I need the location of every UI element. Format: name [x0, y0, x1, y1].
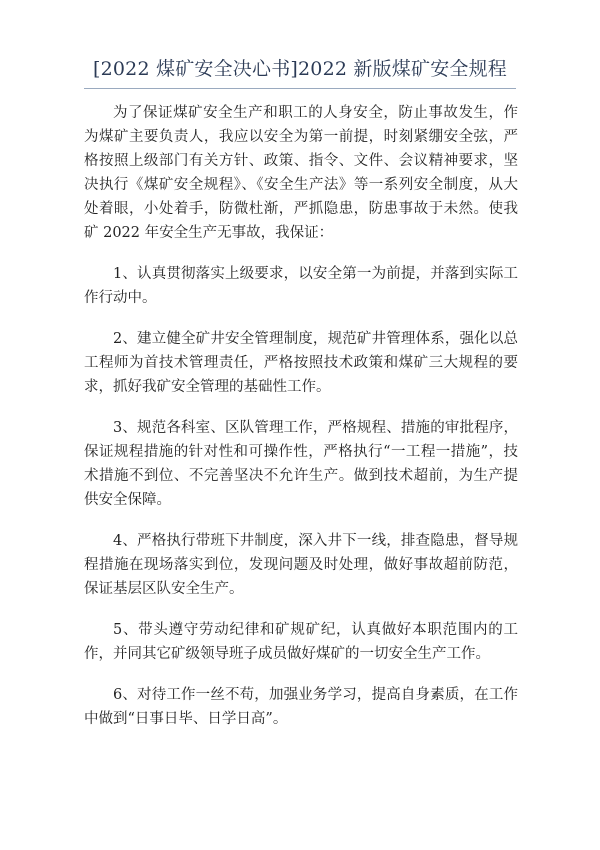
document-body: [84, 101, 518, 748]
pledge-item-6: 6、对待工作一丝不苟，加强业务学习，提高自身素质，在工作中做到“日事日毕、日学日高”。: [84, 687, 518, 727]
pledge-item-5: 5、带头遵守劳动纪律和矿规矿纪，认真做好本职范围内的工作，并同其它矿级领导班子成员做好煤矿的一切安全生产工作。: [84, 622, 518, 662]
pledge-item-2: 2、建立健全矿井安全管理制度，规范矿井管理体系，强化以总工程师为首技术管理责任，严格按照技术政策和煤矿三大规程的要求，抓好我矿安全管理的基础性工作。: [84, 331, 518, 395]
pledge-item-4: 4、严格执行带班下井制度，深入井下一线，排查隐患，督导规程措施在现场落实到位，发现问题及时处理，做好事故超前防范，保证基层区队安全生产。: [84, 533, 518, 597]
pledge-item-3: 3、规范各科室、区队管理工作，严格规程、措施的审批程序，保证规程措施的针对性和可操作性，严格执行“一工程一措施”，技术措施不到位、不完善坚决不允许生产。做到技术超前，为生产提供安全保障。: [84, 420, 518, 508]
intro-paragraph: 为了保证煤矿安全生产和职工的人身安全，防止事故发生，作为煤矿主要负责人，我应以安全为第一前提，时刻紧绷安全弦，严格按照上级部门有关方针、政策、指令、文件、会议精神要求，坚决执行《煤矿安全规程》、《安全生产法》等一系列安全制度，从大处着眼，小处着手，防微杜渐，严抓隐患，防患事故于未然。使我矿 2022 年安全生产无事故，我保证：: [84, 105, 518, 241]
document-title: [2022 煤矿安全决心书]2022 新版煤矿安全规程: [92, 58, 507, 80]
pledge-item-1: 1、认真贯彻落实上级要求，以安全第一为前提，并落到实际工作行动中。: [84, 266, 518, 306]
title-divider: [84, 88, 516, 89]
